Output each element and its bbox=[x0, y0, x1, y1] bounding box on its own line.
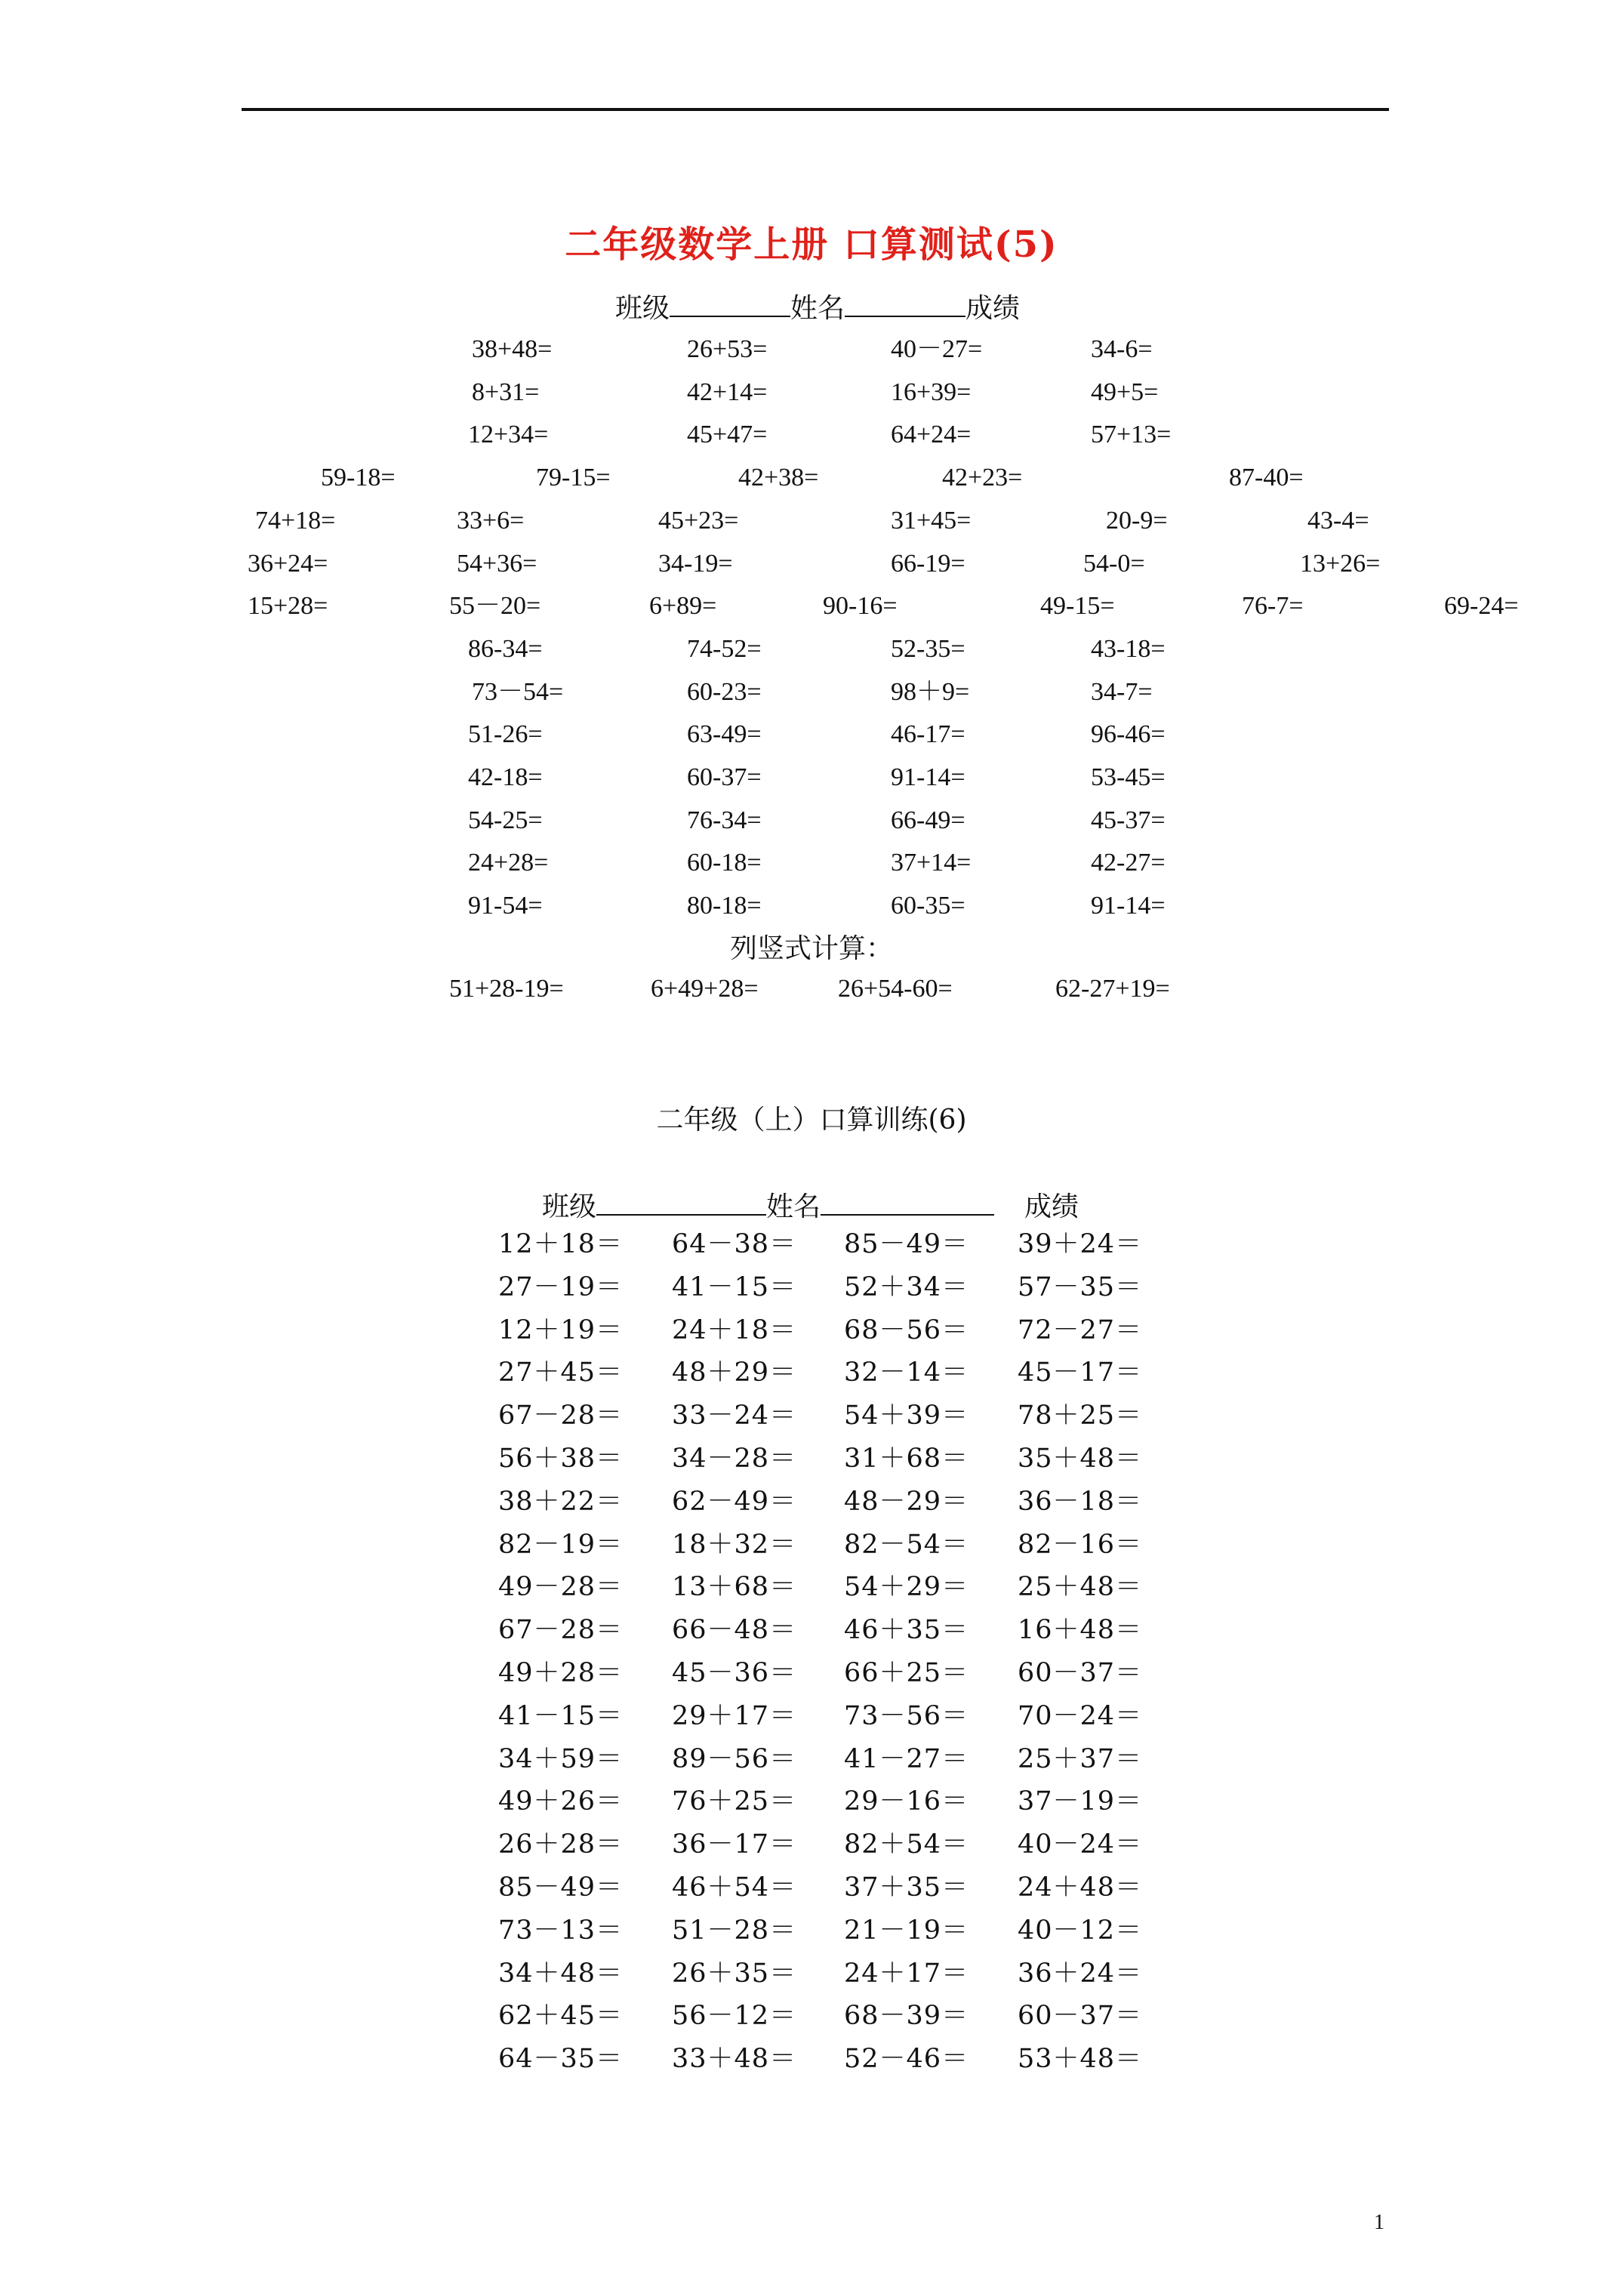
test5-problem: 76-34= bbox=[687, 806, 762, 834]
test5-problem: 60-18= bbox=[687, 849, 762, 877]
test5-problem: 43-18= bbox=[1091, 634, 1166, 663]
test6-problem: 66＋25＝ bbox=[844, 1658, 969, 1688]
test5-problem: 42-27= bbox=[1091, 849, 1166, 877]
test6-problem: 31＋68＝ bbox=[844, 1444, 969, 1474]
test6-title: 二年级（上）口算训练(6) bbox=[656, 1105, 967, 1136]
test6-problem: 85－49＝ bbox=[498, 1872, 624, 1903]
test5-problem: 24+28= bbox=[468, 849, 549, 877]
test6-problem: 76＋25＝ bbox=[672, 1786, 797, 1817]
test5-problem: 6+89= bbox=[649, 592, 717, 621]
test6-problem: 60－37＝ bbox=[1018, 2001, 1143, 2032]
test5-problem: 49-15= bbox=[1040, 592, 1115, 621]
test6-problem: 36－17＝ bbox=[672, 1829, 797, 1860]
test6-problem: 67－28＝ bbox=[498, 1615, 624, 1646]
test6-problem: 26＋28＝ bbox=[498, 1829, 624, 1860]
test5-problem: 8+31= bbox=[472, 378, 540, 406]
test6-problem: 67－28＝ bbox=[498, 1401, 624, 1432]
test5-problem: 42-18= bbox=[468, 763, 543, 791]
test6-problem: 48－29＝ bbox=[844, 1486, 969, 1517]
test5-problem: 54-25= bbox=[468, 806, 543, 834]
test6-problem: 34＋48＝ bbox=[498, 1958, 624, 1989]
test6-problem: 21－19＝ bbox=[844, 1915, 969, 1946]
test6-problem: 52＋34＝ bbox=[844, 1271, 969, 1302]
test6-problem: 53＋48＝ bbox=[1018, 2044, 1143, 2075]
test6-problem: 41－15＝ bbox=[672, 1271, 797, 1302]
test6-problem: 70－24＝ bbox=[1018, 1700, 1143, 1731]
test6-problem: 12＋19＝ bbox=[498, 1314, 624, 1345]
vertical-problem: 62-27+19= bbox=[1055, 975, 1170, 1003]
test5-problem: 87-40= bbox=[1229, 464, 1304, 492]
test5-title: 二年级数学上册 口算测试(5) bbox=[565, 223, 1058, 266]
test6-problem: 68－56＝ bbox=[844, 1314, 969, 1345]
test5-problem: 64+24= bbox=[891, 421, 972, 449]
vertical-problem: 6+49+28= bbox=[651, 975, 759, 1003]
test5-problem: 53-45= bbox=[1091, 763, 1166, 791]
test6-problem: 78＋25＝ bbox=[1018, 1401, 1143, 1432]
test5-problem: 66-49= bbox=[891, 806, 965, 834]
test6-problem: 40－12＝ bbox=[1018, 1915, 1143, 1946]
test6-problem: 12＋18＝ bbox=[498, 1229, 624, 1259]
test6-problem: 73－56＝ bbox=[844, 1700, 969, 1731]
test6-problem: 66－48＝ bbox=[672, 1615, 797, 1646]
test6-problem: 27＋45＝ bbox=[498, 1358, 624, 1388]
test5-problem: 36+24= bbox=[248, 549, 328, 578]
test6-problem: 41－15＝ bbox=[498, 1700, 624, 1731]
test5-problem: 42+14= bbox=[687, 378, 768, 406]
test5-problem: 31+45= bbox=[891, 506, 972, 535]
test5-problem: 51-26= bbox=[468, 720, 543, 749]
test6-problem: 35＋48＝ bbox=[1018, 1444, 1143, 1474]
test6-name-blank bbox=[821, 1188, 994, 1216]
test6-class-label: 班级 bbox=[542, 1191, 597, 1222]
test6-problem: 49＋26＝ bbox=[498, 1786, 624, 1817]
test5-problem: 60-35= bbox=[891, 892, 965, 920]
test6-problem: 34－28＝ bbox=[672, 1444, 797, 1474]
test5-problem: 42+23= bbox=[942, 464, 1023, 492]
test5-problem: 34-19= bbox=[658, 549, 733, 578]
test5-problem: 73－54= bbox=[472, 677, 564, 706]
test5-problem: 26+53= bbox=[687, 335, 768, 363]
test6-problem: 85－49＝ bbox=[844, 1229, 969, 1259]
test5-class-label: 班级 bbox=[615, 293, 670, 324]
test5-problem: 74-52= bbox=[687, 634, 762, 663]
test6-problem: 49＋28＝ bbox=[498, 1658, 624, 1688]
test6-problem: 36＋24＝ bbox=[1018, 1958, 1143, 1989]
test5-problem: 20-9= bbox=[1106, 506, 1168, 535]
test5-class-blank bbox=[670, 290, 790, 317]
test5-problem: 91-14= bbox=[891, 763, 965, 791]
test5-problem: 55－20= bbox=[449, 592, 541, 621]
test6-problem: 82－54＝ bbox=[844, 1529, 969, 1560]
test6-problem: 52－46＝ bbox=[844, 2044, 969, 2075]
test5-problem: 98＋9= bbox=[891, 677, 970, 706]
test6-problem: 46＋35＝ bbox=[844, 1615, 969, 1646]
test5-info-line bbox=[615, 287, 1020, 325]
test5-problem: 54+36= bbox=[457, 549, 537, 578]
test5-problem: 59-18= bbox=[321, 464, 396, 492]
test5-name-label: 姓名 bbox=[790, 293, 845, 324]
test5-problem: 45+47= bbox=[687, 421, 768, 449]
vertical-problem: 51+28-19= bbox=[449, 975, 564, 1003]
test5-problem: 79-15= bbox=[536, 464, 611, 492]
test6-problem: 24＋17＝ bbox=[844, 1958, 969, 1989]
test6-problem: 18＋32＝ bbox=[672, 1529, 797, 1560]
test6-problem: 56－12＝ bbox=[672, 2001, 797, 2032]
test6-problem: 33＋48＝ bbox=[672, 2044, 797, 2075]
test5-problem: 76-7= bbox=[1242, 592, 1304, 621]
test6-problem: 89－56＝ bbox=[672, 1743, 797, 1774]
test6-problem: 73－13＝ bbox=[498, 1915, 624, 1946]
test6-problem: 51－28＝ bbox=[672, 1915, 797, 1946]
test6-problem: 24＋48＝ bbox=[1018, 1872, 1143, 1903]
test6-problem: 56＋38＝ bbox=[498, 1444, 624, 1474]
test6-name-label: 姓名 bbox=[766, 1191, 821, 1222]
test6-score-label: 成绩 bbox=[1024, 1191, 1079, 1222]
test5-problem: 40－27= bbox=[891, 335, 983, 363]
test6-info-line bbox=[542, 1185, 1079, 1224]
test6-problem: 16＋48＝ bbox=[1018, 1615, 1143, 1646]
test5-problem: 80-18= bbox=[687, 892, 762, 920]
test5-problem: 37+14= bbox=[891, 849, 972, 877]
test6-problem: 45－36＝ bbox=[672, 1658, 797, 1688]
test5-problem: 49+5= bbox=[1091, 378, 1159, 406]
test6-problem: 54＋29＝ bbox=[844, 1572, 969, 1603]
test5-problem: 60-37= bbox=[687, 763, 762, 791]
test6-problem: 82－19＝ bbox=[498, 1529, 624, 1560]
test5-problem: 16+39= bbox=[891, 378, 972, 406]
test5-problem: 66-19= bbox=[891, 549, 965, 578]
test5-problem: 90-16= bbox=[823, 592, 898, 621]
test5-problem: 12+34= bbox=[468, 421, 549, 449]
test5-problem: 42+38= bbox=[738, 464, 819, 492]
test6-problem: 72－27＝ bbox=[1018, 1314, 1143, 1345]
test5-problem: 63-49= bbox=[687, 720, 762, 749]
test6-problem: 39＋24＝ bbox=[1018, 1229, 1143, 1259]
test5-problem: 57+13= bbox=[1091, 421, 1172, 449]
test6-problem: 60－37＝ bbox=[1018, 1658, 1143, 1688]
test6-problem: 34＋59＝ bbox=[498, 1743, 624, 1774]
test5-problem: 43-4= bbox=[1307, 506, 1369, 535]
test6-problem: 49－28＝ bbox=[498, 1572, 624, 1603]
test6-problem: 46＋54＝ bbox=[672, 1872, 797, 1903]
test6-problem: 64－38＝ bbox=[672, 1229, 797, 1259]
test6-problem: 36－18＝ bbox=[1018, 1486, 1143, 1517]
test5-problem: 96-46= bbox=[1091, 720, 1166, 749]
test6-class-blank bbox=[596, 1188, 766, 1216]
test6-problem: 40－24＝ bbox=[1018, 1829, 1143, 1860]
test6-problem: 62＋45＝ bbox=[498, 2001, 624, 2032]
test5-problem: 45-37= bbox=[1091, 806, 1166, 834]
test6-problem: 62－49＝ bbox=[672, 1486, 797, 1517]
test6-problem: 64－35＝ bbox=[498, 2044, 624, 2075]
test6-problem: 24＋18＝ bbox=[672, 1314, 797, 1345]
test5-problem: 34-6= bbox=[1091, 335, 1153, 363]
test6-problem: 45－17＝ bbox=[1018, 1358, 1143, 1388]
test5-score-label: 成绩 bbox=[965, 293, 1021, 324]
test5-problem: 86-34= bbox=[468, 634, 543, 663]
test6-problem: 37－19＝ bbox=[1018, 1786, 1143, 1817]
test6-problem: 33－24＝ bbox=[672, 1401, 797, 1432]
test6-problem: 25＋48＝ bbox=[1018, 1572, 1143, 1603]
test5-problem: 69-24= bbox=[1444, 592, 1519, 621]
test6-problem: 38＋22＝ bbox=[498, 1486, 624, 1517]
test6-problem: 82－16＝ bbox=[1018, 1529, 1143, 1560]
vertical-problem: 26+54-60= bbox=[838, 975, 953, 1003]
test5-problem: 46-17= bbox=[891, 720, 965, 749]
test6-problem: 29－16＝ bbox=[844, 1786, 969, 1817]
test6-problem: 25＋37＝ bbox=[1018, 1743, 1143, 1774]
vertical-calc-title: 列竖式计算： bbox=[729, 933, 893, 964]
test6-problem: 54＋39＝ bbox=[844, 1401, 969, 1432]
test5-problem: 91-14= bbox=[1091, 892, 1166, 920]
test6-problem: 57－35＝ bbox=[1018, 1271, 1143, 1302]
test6-problem: 68－39＝ bbox=[844, 2001, 969, 2032]
test5-name-blank bbox=[845, 290, 965, 317]
test6-problem: 26＋35＝ bbox=[672, 1958, 797, 1989]
test6-problem: 29＋17＝ bbox=[672, 1700, 797, 1731]
test5-problem: 38+48= bbox=[472, 335, 553, 363]
test5-problem: 91-54= bbox=[468, 892, 543, 920]
test6-problem: 41－27＝ bbox=[844, 1743, 969, 1774]
test5-problem: 52-35= bbox=[891, 634, 965, 663]
test5-problem: 33+6= bbox=[457, 506, 525, 535]
test5-problem: 45+23= bbox=[658, 506, 739, 535]
test5-problem: 60-23= bbox=[687, 677, 762, 706]
test6-problem: 48＋29＝ bbox=[672, 1358, 797, 1388]
test6-problem: 13＋68＝ bbox=[672, 1572, 797, 1603]
test5-problem: 74+18= bbox=[255, 506, 336, 535]
test5-problem: 13+26= bbox=[1300, 549, 1381, 578]
test6-problem: 32－14＝ bbox=[844, 1358, 969, 1388]
page-number: 1 bbox=[1374, 2211, 1384, 2234]
test5-problem: 54-0= bbox=[1083, 549, 1145, 578]
test5-problem: 34-7= bbox=[1091, 677, 1153, 706]
test5-problem: 15+28= bbox=[248, 592, 328, 621]
header-rule bbox=[242, 108, 1389, 111]
test6-problem: 37＋35＝ bbox=[844, 1872, 969, 1903]
test6-problem: 27－19＝ bbox=[498, 1271, 624, 1302]
test6-problem: 82＋54＝ bbox=[844, 1829, 969, 1860]
